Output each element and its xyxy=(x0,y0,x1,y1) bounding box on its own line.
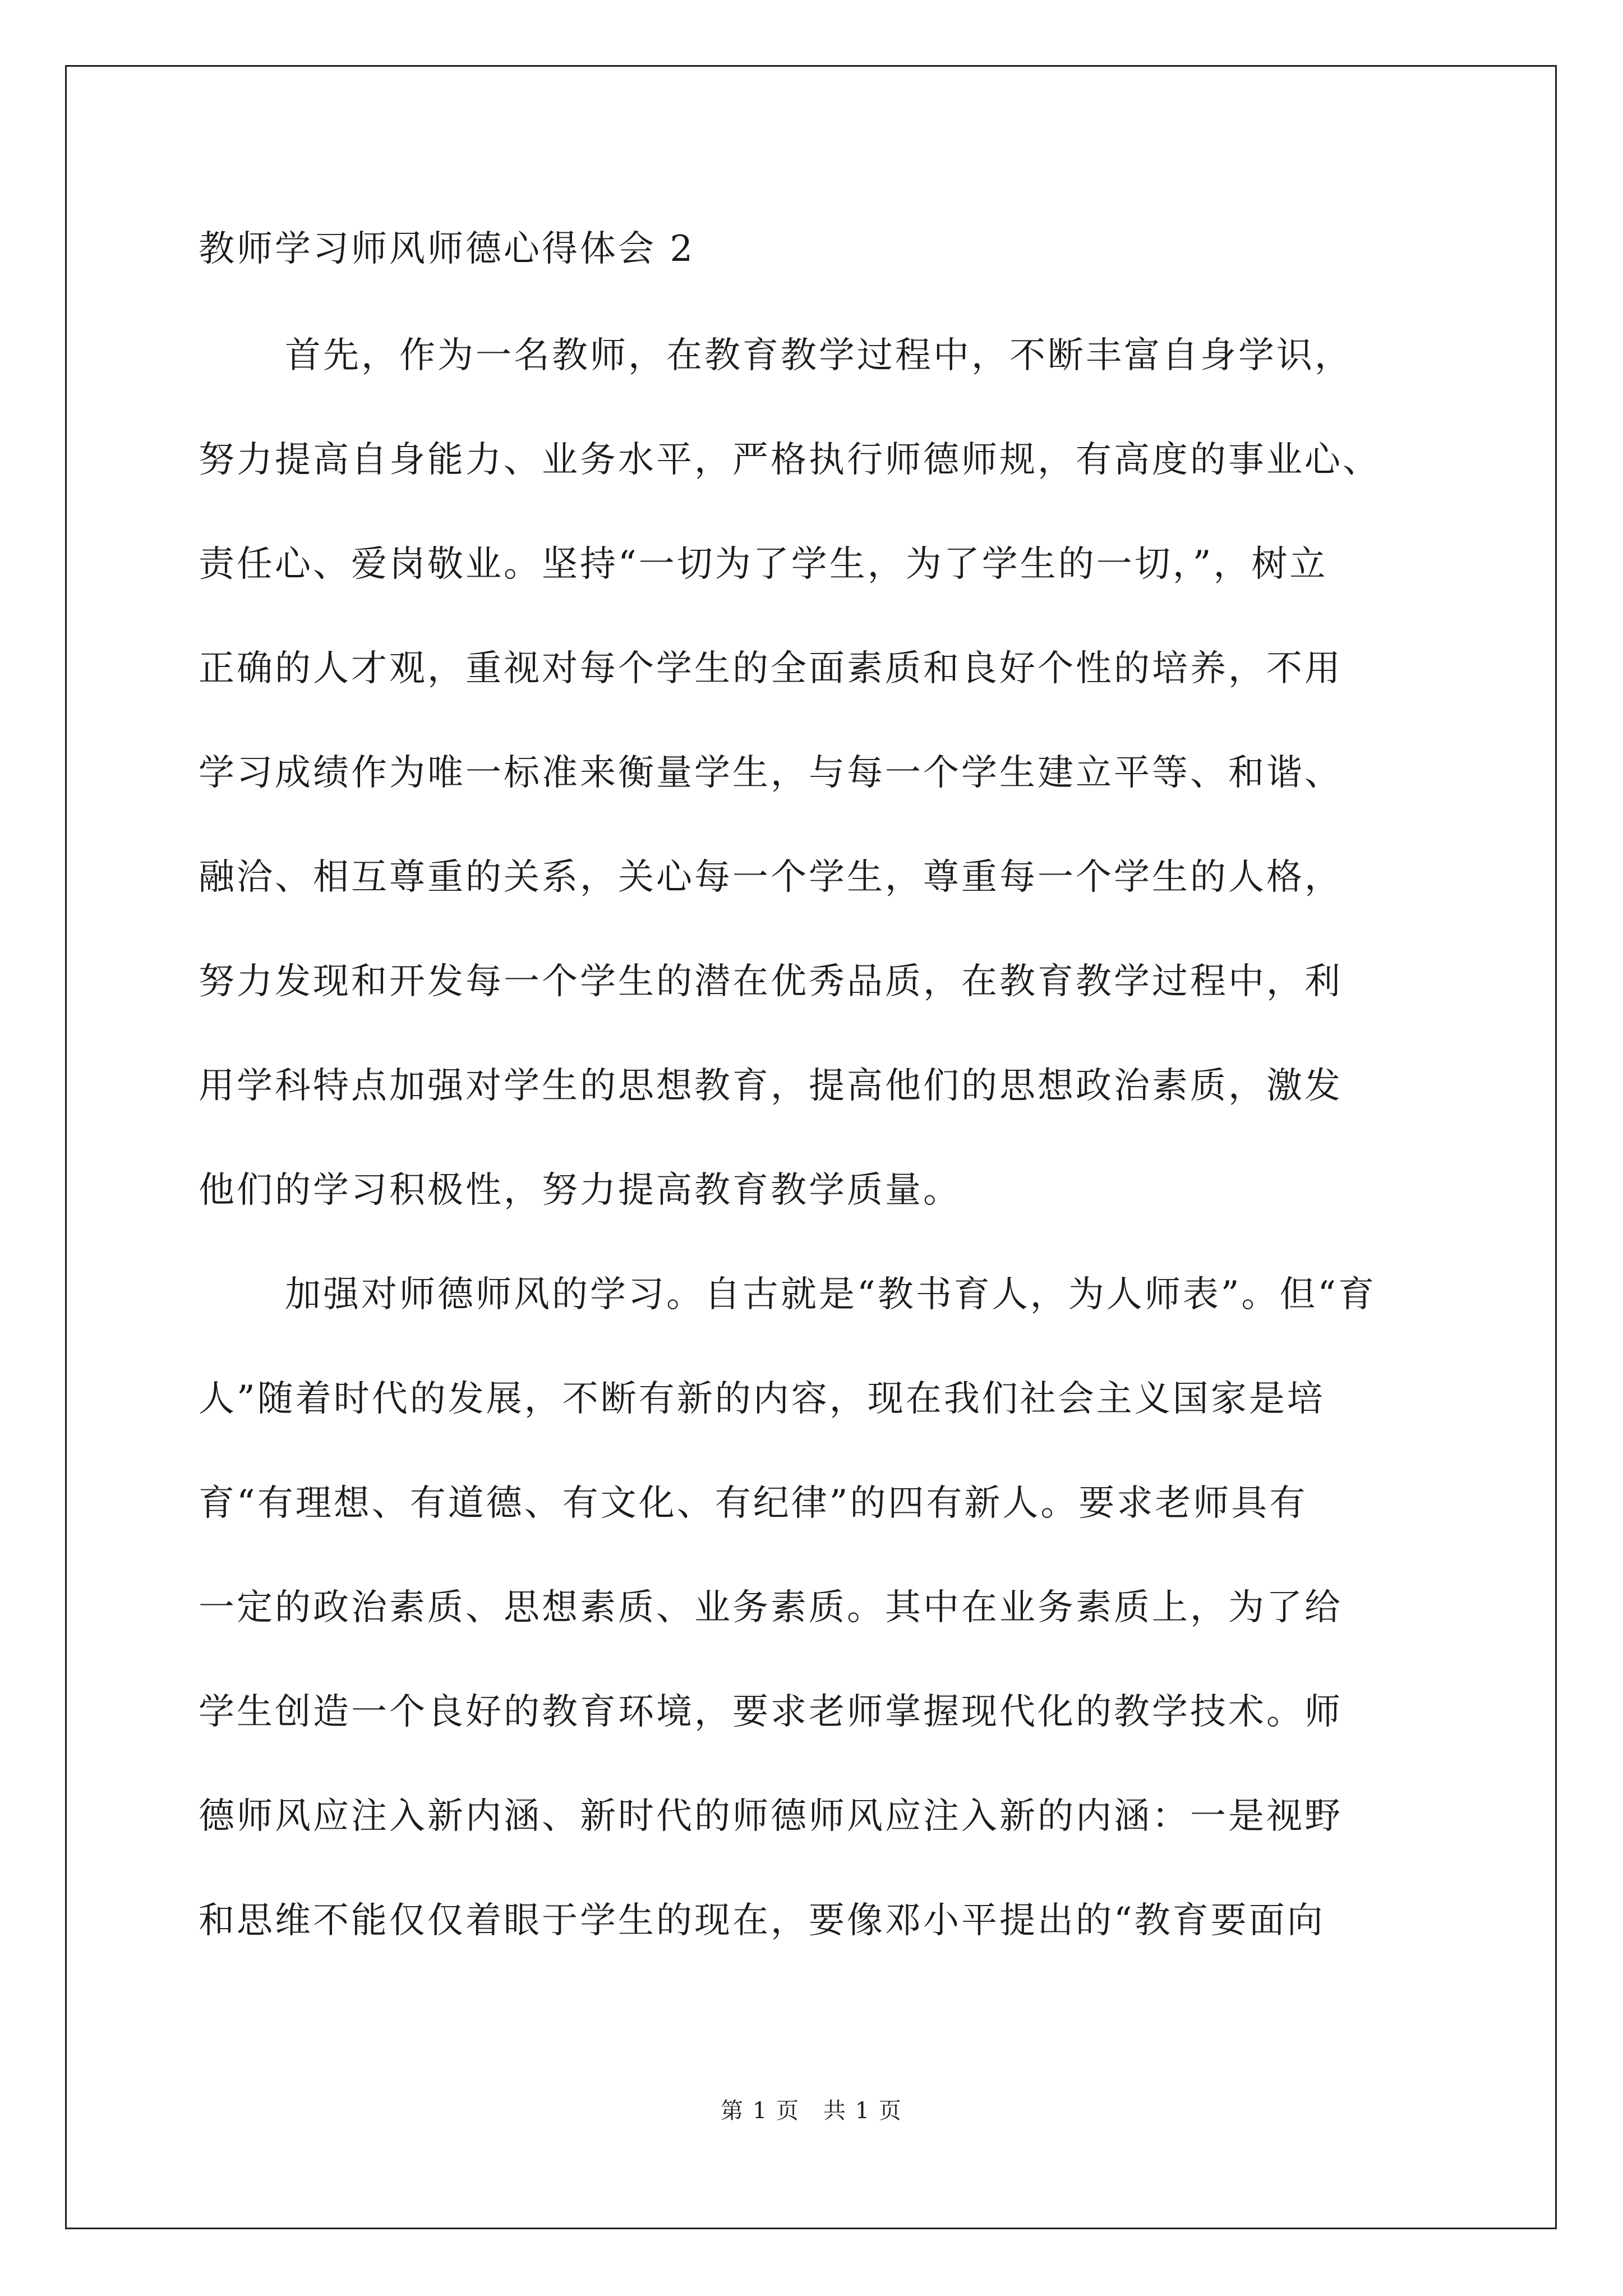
paragraph-2-line-5: 学生创造一个良好的教育环境，要求老师掌握现代化的教学技术。师 xyxy=(199,1691,1343,1733)
paragraph-2-line-6: 德师风应注入新内涵、新时代的师德师风应注入新的内涵：一是视野 xyxy=(199,1796,1343,1837)
paragraph-1-line-3: 责任心、爱岗敬业。坚持“一切为了学生，为了学生的一切，”，树立 xyxy=(199,544,1328,585)
paragraph-1-line-8: 用学科特点加强对学生的思想教育，提高他们的思想政治素质，激发 xyxy=(199,1065,1343,1107)
paragraph-2-line-7: 和思维不能仅仅着眼于学生的现在，要像邓小平提出的“教育要面向 xyxy=(199,1900,1325,1941)
paragraph-1-line-9: 他们的学习积极性，努力提高教育教学质量。 xyxy=(199,1170,961,1211)
paragraph-1-line-5: 学习成绩作为唯一标准来衡量学生，与每一个学生建立平等、和谐、 xyxy=(199,752,1343,794)
paragraph-1-line-7: 努力发现和开发每一个学生的潜在优秀品质，在教育教学过程中，利 xyxy=(199,961,1343,1002)
paragraph-2-line-1: 加强对师德师风的学习。自古就是“教书育人，为人师表”。但“育 xyxy=(285,1274,1377,1315)
paragraph-2-line-3: 育“有理想、有道德、有文化、有纪律”的四有新人。要求老师具有 xyxy=(199,1483,1308,1524)
paragraph-2-line-4: 一定的政治素质、思想素质、业务素质。其中在业务素质上，为了给 xyxy=(199,1587,1343,1628)
paragraph-2-line-2: 人”随着时代的发展，不断有新的内容，现在我们社会主义国家是培 xyxy=(199,1378,1325,1420)
paragraph-1-line-2: 努力提高自身能力、业务水平，严格执行师德师规，有高度的事业心、 xyxy=(199,439,1381,481)
page-number-footer: 第 1 页 共 1 页 xyxy=(721,2098,902,2124)
document-title: 教师学习师风师德心得体会 2 xyxy=(199,228,695,270)
paragraph-1-line-4: 正确的人才观，重视对每个学生的全面素质和良好个性的培养，不用 xyxy=(199,648,1343,689)
paragraph-1-line-1: 首先，作为一名教师，在教育教学过程中，不断丰富自身学识， xyxy=(285,335,1353,376)
paragraph-1-line-6: 融洽、相互尊重的关系，关心每一个学生，尊重每一个学生的人格， xyxy=(199,857,1343,898)
